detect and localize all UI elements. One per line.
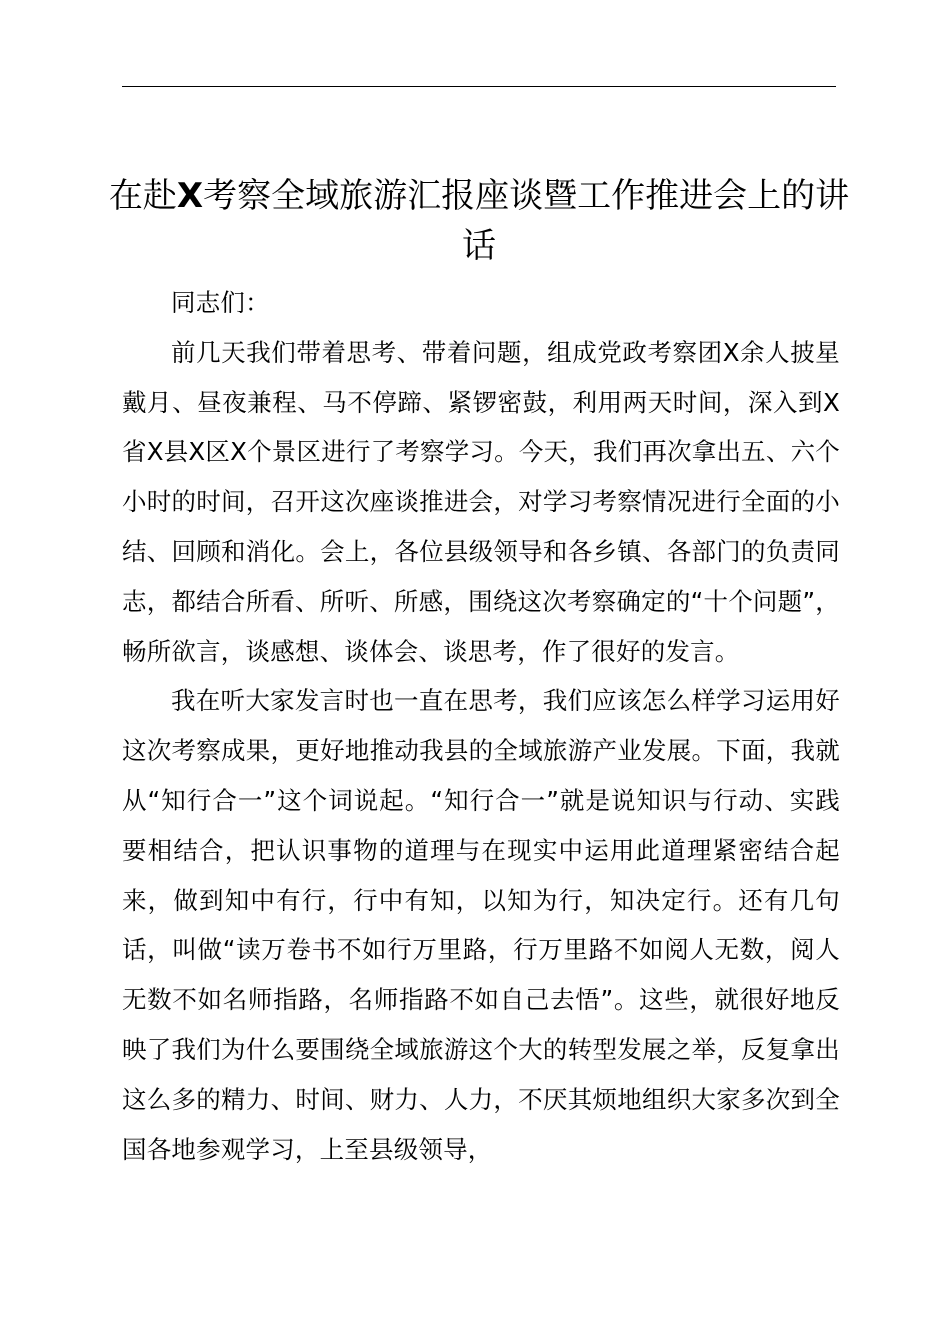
paragraph-2: 我在听大家发言时也一直在思考，我们应该怎么样学习运用好这次考察成果，更好地推动我县的全域旅游产业发展。下面，我就从“知行合一”这个词说起。“知行合一”就是说知识与行动、实践要相结合，把认识事物的道理与在现实中运用此道理紧密结合起来，做到知中有行，行中有知，以知为行，知决定行。还有几句话，叫做“读万卷书不如行万里路，行万里路不如阅人无数，阅人无数不如名师指路，名师指路不如自己去悟”。这些，就很好地反映了我们为什么要围绕全域旅游这个大的转型发展之举，反复拿出这么多的精力、时间、财力、人力，不厌其烦地组织大家多次到全国各地参观学习，上至县级领导， — [122, 686, 840, 1164]
title-x: X — [176, 175, 204, 216]
document-title — [108, 171, 850, 271]
paragraph-1: 前几天我们带着思考、带着问题，组成党政考察团X余人披星戴月、昼夜兼程、马不停蹄、紧锣密鼓，利用两天时间，深入到X省X县X区X个景区进行了考察学习。今天，我们再次拿出五、六个小时的时间，召开这次座谈推进会，对学习考察情况进行全面的小结、回顾和消化。会上，各位县级领导和各乡镇、各部门的负责同志，都结合所看、所听、所感，围绕这次考察确定的“十个问题”，畅所欲言，谈感想、谈体会、谈思考，作了很好的发言。 — [122, 337, 840, 666]
salutation: 同志们： — [171, 288, 270, 317]
document-body — [122, 278, 840, 1174]
title-part-1: 在赴 — [108, 175, 177, 216]
header-rule — [122, 86, 836, 87]
title-part-2: 考察全域旅游汇报座谈暨工作推进会上的讲话 — [203, 175, 850, 266]
